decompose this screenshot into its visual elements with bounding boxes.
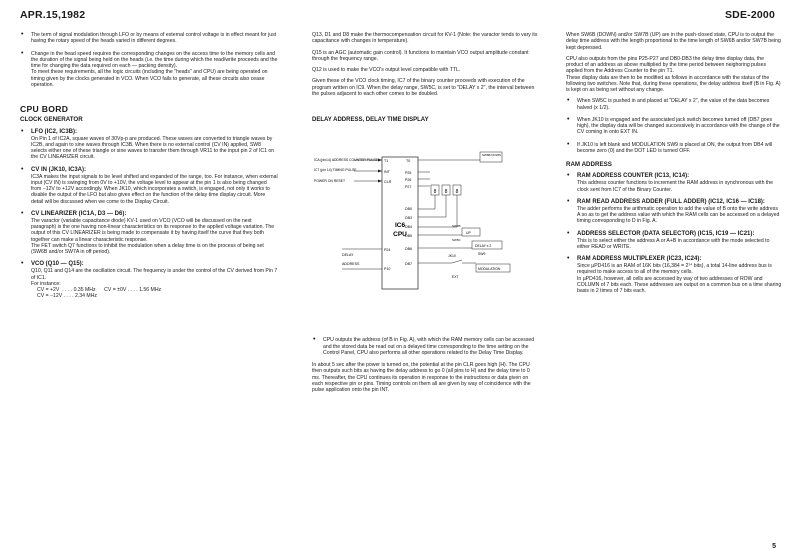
page-header-model: SDE-2000 xyxy=(724,9,775,21)
jk10-label: JK10 xyxy=(448,254,456,259)
input-label-address-counter: ICA (pin14) ADDRESS COUNTER PULSE xyxy=(314,158,378,163)
col2-paragraph-6: In about 5 sec after the power is turned on, the potential at the pin CLR goes high (H). The CPU then outputs such bits as having the delay address to go 0 (all pins to H) and the delay time to 0 ms. Thereafter, the CPU continues its operation in response to the instructions or data given on each respective pin or pins. Timing controls on them all are given by way of coincidence with the pulse application onto the pin INT. xyxy=(312,362,531,393)
address-selector-body: This is to select either the address A or A+B in accordance with the mode selected to either READ or WRITE. xyxy=(577,237,770,250)
cvin-block xyxy=(20,167,278,205)
pin-db7: DB7 xyxy=(405,262,412,267)
ram-adder-heading: • RAM READ ADDRESS ADDER (FULL ADDER) (IC12, IC16 — IC18): xyxy=(577,198,765,205)
col2-paragraph-2: Q15 is an AGC (automatic gain control). It functions to maintain VCO output amplitude constant through the frequency range. xyxy=(312,49,529,62)
ram-mux-heading: • RAM ADDRESS MULTIPLEXER (IC23, IC24): xyxy=(577,256,702,262)
ram-counter-block xyxy=(566,173,782,193)
address-label: ADDRESS xyxy=(342,262,360,267)
address-selector-block xyxy=(566,231,782,251)
intro-paragraph-2: To meet these requirements, all the logic circuits (including the "heads" and CPU) are being operated on timing given by the clocks generated in VCO. When VCO fails to generate, all these circuits also cease operation. xyxy=(31,69,268,88)
address-selector-heading: • ADDRESS SELECTOR (DATA SELECTOR) (IC15, IC19 — IC21): xyxy=(577,230,755,237)
page-number: 5 xyxy=(772,543,776,550)
pin-p27: P27 xyxy=(405,185,412,190)
ram-mux-body: Since µPD416 is an RAM of 16K bits (16,384 = 2¹⁴ bits), a total 14-line address bus is required to make access to all of the memory cells. xyxy=(577,263,772,276)
vco-heading: • VCO (Q10 — Q15): xyxy=(31,261,84,268)
delay-address-diagram xyxy=(312,129,538,329)
subsection-title-clock-generator: CLOCK GENERATOR xyxy=(20,116,83,124)
vco-example-2: CV = −12V . . . . 2.34 MHz xyxy=(37,293,98,300)
column-3 xyxy=(566,32,782,300)
sw-down-label: SW6B DOWN xyxy=(482,153,501,158)
delay-label: DELAY xyxy=(342,253,354,258)
sw-up-label: SW7B xyxy=(452,224,461,229)
ram-counter-body: This address counter functions to increment the RAM address in synchronous with the clock sent from IC7 of the Binary Counter. xyxy=(577,180,774,193)
display-digit-2: 8 xyxy=(444,189,448,196)
display-digit-3: 8 xyxy=(455,189,459,196)
pin-db6: DB6 xyxy=(405,247,412,252)
ram-address-title: RAM ADDRESS xyxy=(566,161,612,168)
cpu-label: CPU xyxy=(393,231,407,239)
ram-adder-body: The adder performs the arithmatic operation to add the value of B onto the write address A so as to get the address value with which the RAM cells can be accessed on a delayed timing corresponding to D in Fig. A. xyxy=(577,205,780,225)
sw9-label: SW9 xyxy=(478,252,486,257)
input-label-power-reset: POWER ON RESET xyxy=(314,179,346,184)
col2-paragraph-4: Given these of the VCO clock timing, IC7 of the binary counter proceeds with execution of the program written on IC9. When the delay range, SW5C, is set to "DELAY x 2", the interval between the pulses adjacent to each other comes to be doubled. xyxy=(312,78,535,97)
vco-body: Q10, Q11 and Q14 are the oscillation circuit. The frequency is under the control of the CV derived from Pin 7 of IC1. xyxy=(31,268,278,281)
ram-adder-block xyxy=(566,199,782,225)
vco-for: For instance: xyxy=(31,280,61,287)
lfo-body: On Pin 1 of IC2A, square waves of 30Vp-p are produced. These waves are converted to triangle waves by IC2B, and again to sine waves through IC3B. When there is no external control (CV IN) applied, SW8 selects either one of these triangle or sine waves to transfer them through VR11 to the input pin 2 of IC1 on the CV LINEARIZER circuit. xyxy=(31,135,275,161)
lfo-block xyxy=(20,129,278,161)
modulation-label: MODULATION xyxy=(478,267,501,272)
lfo-heading: • LFO (IC2, IC3B): xyxy=(31,128,77,135)
ram-mux-body-2: In µPD416, however, all cells are accessed by way of two addresses of ROW and COLUMN of 7 bits each. These addresses are output on a common bus on a time sharing basis in 2 times of 7 bits each. xyxy=(577,275,782,294)
vco-example-1: CV = +2V . . . . 0.35 MHz CV = ±0V . . . . 1.56 MHz xyxy=(37,287,162,293)
col2-bullet-cpu: • CPU outputs the address (of B in Fig. A), with which the RAM memory cells can be accessed and the stored data be read out on a delayed time corresponding to the time setting on the Control Panel, CPU also performs all other operations related to the Delay Time Display. xyxy=(312,337,538,356)
pin-int: INT xyxy=(384,170,390,175)
display-digit-1: 8 xyxy=(433,189,437,196)
pin-t1: T1 xyxy=(384,159,389,164)
cvlin-body: The varactor (variable capacitance diode) KV-1 used on VCO (VCO will be discussed on the next paragraph) is the one having non-linear characteristics on its response to the applied voltage variation. The output of this CV LINEARIZER is being made to compensate it by having itself the curve that they both together can make a linear characteristic response. xyxy=(31,217,275,243)
sw5c-label: SW5C xyxy=(452,238,461,243)
col2-paragraph-1: Q13, D1 and D8 make the thermocompensation circuit for KV-1 (Note: the varactor tends to vary its capacitance with changes in temperature). xyxy=(312,32,538,45)
cvlin-body-2: The FET switch Q7 functions to inhibit the modulation when a delay time is on the process of being set (SW6B and/or SW7A in off period). xyxy=(31,242,264,255)
col3-paragraph-1: When SW6B (DOWN) and/or SW7B (UP) are in the push-closed state, CPU is to output the delay time address with the length proportional to the time length of SW6B and/or SW7B being kept depressed. xyxy=(566,32,781,51)
intro-bullet-2: • Change in the head speed requires the corresponding changes on the access time to the memory cells and the duration of the signal being held on the heads (i.e. the time during which the read/write proceeds and the time for changing the data required on each — packing density). To meet these requirements, all the logic circuits (including the "heads" and CPU) are being operated on timing given by the clocks generated in VCO. When VCO fails to generate, all these circuits also cease operation. xyxy=(20,51,278,89)
col3-paragraph-3: These display data are then to be modified as follows in accordance with the status of the following two switches. Note that, during these operations, the delay address itself (B in Fig. A) is kept on as being set without any change. xyxy=(566,74,781,93)
col3-bullet-3: • If JK10 is left blank and MODULATION SW9 is placed at ON, the output from DB4 will become zero (0) and the DOT LED is turned OFF. xyxy=(566,142,782,155)
cvlin-block xyxy=(20,211,278,256)
col2-paragraph-3: Q12 is used to make the VCO's output level compatible with TTL. xyxy=(312,67,461,73)
column-2 xyxy=(312,32,538,393)
input-label-timing-pulse: IC7 (pin 14) TIMING PULSE xyxy=(314,168,357,173)
page-header-date: APR.15,1982 xyxy=(20,9,86,21)
column-1 xyxy=(20,32,278,306)
pin-db3: DB3 xyxy=(405,216,412,221)
pin-t0: T0 xyxy=(406,159,411,164)
pin-db5: DB5 xyxy=(405,234,412,239)
pin-p24: P24 xyxy=(384,248,391,253)
vco-block xyxy=(20,261,278,299)
delay-x2-label: DELAY x 2 xyxy=(475,244,492,249)
cvlin-heading: • CV LINEARIZER (IC1A, D3 — D6): xyxy=(31,210,127,217)
intro-bullet-1: • The term of signal modulation through LFO or by means of external control voltage is in effect meant for just having the rotary speed of the heads varied in different degrees. xyxy=(20,32,278,45)
up-label: UP xyxy=(466,231,471,236)
pin-p26: P26 xyxy=(405,178,412,183)
section-title-cpu-bord: CPU BORD xyxy=(20,104,69,114)
delay-address-schematic xyxy=(312,129,538,329)
pin-db0: DB0 xyxy=(405,207,412,212)
pin-db4: DB4 xyxy=(405,225,412,230)
ram-mux-block xyxy=(566,256,782,294)
pin-p25: P25 xyxy=(405,171,412,176)
pin-clr: CLR xyxy=(384,180,392,185)
diagram-title: DELAY ADDRESS, DELAY TIME DISPLAY xyxy=(312,117,429,123)
col3-bullet-1: • When SW5C is pushed in and placed at "DELAY x 2", the value of the data becomes halved (x 1/2). xyxy=(566,98,782,111)
ic-label: IC6 xyxy=(394,222,406,230)
col3-paragraph-2: CPU also outputs from the pins P25-P27 and DB0-DB3 the delay time display data, the product of an address as above multiplied by the time period between neighoring pulses applied from the Address Counter to the pin T1. xyxy=(566,55,767,75)
ram-counter-heading: • RAM ADDRESS COUNTER (IC13, IC14): xyxy=(577,173,690,180)
cvin-body: IC3A makes the input signals to be level shifted and expanded of the range, too. For instance, when external input (CV IN) is swinging from 0V to +10V, the voltage level to appear at the pin 1 is also being changed from −12V to +12V accordingly. When JK10, which incorporates a switch, is engaged, not only it works to disable the output of the LFO but also gives effect on the function of the delay time display circuit. More detail will be discussed when we come to the Display Circuit. xyxy=(31,173,278,205)
pin-p10: P10 xyxy=(384,267,391,272)
ext-label: EXT xyxy=(452,275,459,280)
cvin-heading: • CV IN (JK10, IC3A): xyxy=(31,166,87,173)
col3-bullet-2: • When JK10 is engaged and the associated jack switch becomes turned off (DB7 goes high), the display data will be changed successively in accordance with the change of the CV coming in onto EXT IN. xyxy=(566,117,782,136)
